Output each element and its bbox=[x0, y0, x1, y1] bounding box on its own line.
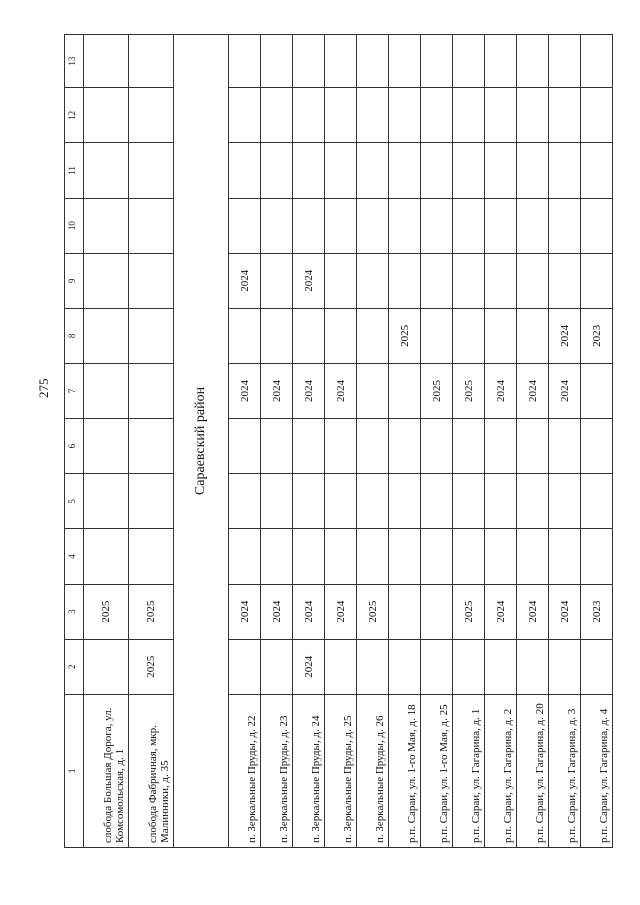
year-cell bbox=[389, 474, 421, 529]
year-cell bbox=[129, 143, 174, 198]
year-cell bbox=[389, 143, 421, 198]
year-cell bbox=[453, 88, 485, 143]
year-cell bbox=[261, 35, 293, 88]
year-cell bbox=[84, 198, 129, 253]
year-cell bbox=[84, 639, 129, 694]
year-cell: 2024 bbox=[229, 363, 261, 418]
year-cell bbox=[129, 88, 174, 143]
year-cell bbox=[129, 198, 174, 253]
year-cell: 2024 bbox=[261, 363, 293, 418]
year-cell bbox=[549, 143, 581, 198]
year-cell bbox=[389, 88, 421, 143]
address-cell: р.п. Сараи, ул. 1-го Мая, д. 25 bbox=[421, 694, 453, 847]
year-cell bbox=[293, 35, 325, 88]
year-cell bbox=[325, 308, 357, 363]
year-cell bbox=[453, 639, 485, 694]
year-cell bbox=[261, 88, 293, 143]
year-cell: 2024 bbox=[517, 363, 549, 418]
year-cell bbox=[293, 529, 325, 584]
address-cell: р.п. Сараи, ул. Гагарина, д. 1 bbox=[453, 694, 485, 847]
year-cell bbox=[389, 419, 421, 474]
column-header: 3 bbox=[65, 584, 84, 639]
year-cell bbox=[549, 35, 581, 88]
year-cell bbox=[389, 584, 421, 639]
address-cell: п. Зеркальные Пруды, д. 24 bbox=[293, 694, 325, 847]
column-header: 12 bbox=[65, 88, 84, 143]
year-cell bbox=[84, 253, 129, 308]
year-cell bbox=[357, 198, 389, 253]
year-cell: 2024 bbox=[293, 363, 325, 418]
year-cell bbox=[229, 143, 261, 198]
year-cell bbox=[293, 474, 325, 529]
year-cell bbox=[389, 529, 421, 584]
address-cell: р.п. Сараи, ул. Гагарина, д. 20 bbox=[517, 694, 549, 847]
year-cell bbox=[485, 35, 517, 88]
year-cell bbox=[325, 143, 357, 198]
year-cell bbox=[84, 363, 129, 418]
table-row bbox=[389, 35, 421, 848]
year-cell: 2024 bbox=[485, 584, 517, 639]
address-cell: п. Зеркальные Пруды, д. 26 bbox=[357, 694, 389, 847]
year-cell bbox=[485, 474, 517, 529]
year-cell bbox=[581, 35, 613, 88]
year-cell bbox=[453, 35, 485, 88]
page-number: 275 bbox=[36, 378, 51, 398]
year-cell bbox=[549, 88, 581, 143]
year-cell bbox=[129, 363, 174, 418]
year-cell bbox=[421, 253, 453, 308]
year-cell bbox=[129, 35, 174, 88]
year-cell bbox=[84, 35, 129, 88]
column-header: 9 bbox=[65, 253, 84, 308]
address-cell: слобода Большая Дорога, ул. Комсомольская, д. 1 bbox=[84, 694, 129, 847]
year-cell bbox=[485, 529, 517, 584]
year-cell bbox=[421, 308, 453, 363]
year-cell bbox=[485, 88, 517, 143]
year-cell bbox=[129, 529, 174, 584]
year-cell bbox=[549, 474, 581, 529]
column-header: 6 bbox=[65, 419, 84, 474]
year-cell bbox=[581, 363, 613, 418]
year-cell: 2023 bbox=[581, 584, 613, 639]
column-header: 13 bbox=[65, 35, 84, 88]
year-cell bbox=[261, 253, 293, 308]
address-cell: р.п. Сараи, ул. 1-го Мая, д. 18 bbox=[389, 694, 421, 847]
year-cell bbox=[581, 419, 613, 474]
address-cell: р.п. Сараи, ул. Гагарина, д. 3 bbox=[549, 694, 581, 847]
year-cell: 2024 bbox=[229, 584, 261, 639]
year-cell bbox=[261, 198, 293, 253]
table-row bbox=[357, 35, 389, 848]
address-cell: п. Зеркальные Пруды, д. 23 bbox=[261, 694, 293, 847]
year-cell bbox=[357, 419, 389, 474]
year-cell: 2024 bbox=[325, 363, 357, 418]
year-cell bbox=[453, 308, 485, 363]
year-cell bbox=[293, 308, 325, 363]
year-cell bbox=[453, 419, 485, 474]
column-header: 10 bbox=[65, 198, 84, 253]
year-cell bbox=[581, 474, 613, 529]
year-cell: 2025 bbox=[129, 639, 174, 694]
year-cell bbox=[325, 253, 357, 308]
year-cell bbox=[453, 529, 485, 584]
year-cell bbox=[517, 308, 549, 363]
year-cell bbox=[389, 253, 421, 308]
year-cell bbox=[325, 419, 357, 474]
year-cell bbox=[357, 639, 389, 694]
year-cell bbox=[517, 253, 549, 308]
year-cell: 2024 bbox=[485, 363, 517, 418]
address-cell: р.п. Сараи, ул. Гагарина, д. 4 bbox=[581, 694, 613, 847]
year-cell bbox=[421, 529, 453, 584]
year-cell bbox=[229, 474, 261, 529]
year-cell bbox=[325, 639, 357, 694]
year-cell: 2024 bbox=[293, 639, 325, 694]
year-cell bbox=[357, 529, 389, 584]
year-cell bbox=[581, 253, 613, 308]
year-cell bbox=[229, 639, 261, 694]
year-cell bbox=[325, 88, 357, 143]
address-cell: п. Зеркальные Пруды, д. 22 bbox=[229, 694, 261, 847]
year-cell bbox=[421, 584, 453, 639]
year-cell: 2024 bbox=[517, 584, 549, 639]
year-cell bbox=[129, 419, 174, 474]
year-cell: 2024 bbox=[549, 308, 581, 363]
year-cell bbox=[357, 253, 389, 308]
year-cell: 2025 bbox=[453, 363, 485, 418]
year-cell bbox=[453, 474, 485, 529]
year-cell bbox=[357, 143, 389, 198]
year-cell bbox=[581, 88, 613, 143]
year-cell bbox=[421, 143, 453, 198]
year-cell bbox=[261, 143, 293, 198]
table-row bbox=[293, 35, 325, 848]
year-cell bbox=[453, 253, 485, 308]
year-cell: 2025 bbox=[357, 584, 389, 639]
table-row bbox=[325, 35, 357, 848]
column-header: 11 bbox=[65, 143, 84, 198]
year-cell bbox=[84, 143, 129, 198]
header-row bbox=[65, 35, 84, 848]
year-cell bbox=[84, 88, 129, 143]
year-cell bbox=[517, 529, 549, 584]
table-row bbox=[261, 35, 293, 848]
year-cell: 2024 bbox=[325, 584, 357, 639]
year-cell bbox=[581, 639, 613, 694]
year-cell bbox=[549, 253, 581, 308]
year-cell: 2025 bbox=[129, 584, 174, 639]
column-header: 8 bbox=[65, 308, 84, 363]
year-cell bbox=[549, 198, 581, 253]
table-row bbox=[453, 35, 485, 848]
year-cell bbox=[357, 88, 389, 143]
year-cell bbox=[229, 35, 261, 88]
year-cell bbox=[229, 88, 261, 143]
year-cell bbox=[389, 35, 421, 88]
rotated-table-container bbox=[64, 34, 610, 848]
year-cell bbox=[261, 639, 293, 694]
address-cell: п. Зеркальные Пруды, д. 25 bbox=[325, 694, 357, 847]
year-cell bbox=[357, 308, 389, 363]
year-cell bbox=[325, 35, 357, 88]
year-cell bbox=[581, 198, 613, 253]
year-cell bbox=[485, 419, 517, 474]
year-cell bbox=[357, 363, 389, 418]
year-cell: 2025 bbox=[389, 308, 421, 363]
year-cell bbox=[229, 419, 261, 474]
year-cell bbox=[325, 198, 357, 253]
year-cell bbox=[261, 419, 293, 474]
year-cell bbox=[581, 529, 613, 584]
year-cell bbox=[517, 35, 549, 88]
table-body bbox=[84, 35, 613, 848]
year-cell bbox=[549, 419, 581, 474]
year-cell bbox=[84, 474, 129, 529]
table-row bbox=[129, 35, 174, 848]
year-cell: 2025 bbox=[421, 363, 453, 418]
district-row bbox=[174, 35, 229, 848]
year-cell bbox=[581, 143, 613, 198]
year-cell bbox=[261, 529, 293, 584]
year-cell bbox=[129, 308, 174, 363]
year-cell bbox=[389, 198, 421, 253]
address-cell: р.п. Сараи, ул. Гагарина, д. 2 bbox=[485, 694, 517, 847]
year-cell: 2024 bbox=[293, 253, 325, 308]
year-cell bbox=[485, 143, 517, 198]
year-cell bbox=[261, 474, 293, 529]
year-cell bbox=[549, 639, 581, 694]
year-cell bbox=[325, 529, 357, 584]
year-cell bbox=[485, 253, 517, 308]
column-header: 7 bbox=[65, 363, 84, 418]
year-cell: 2023 bbox=[581, 308, 613, 363]
year-cell bbox=[389, 639, 421, 694]
year-cell bbox=[517, 639, 549, 694]
year-cell bbox=[421, 88, 453, 143]
table-row bbox=[549, 35, 581, 848]
table-row bbox=[229, 35, 261, 848]
table-row bbox=[485, 35, 517, 848]
column-header: 5 bbox=[65, 474, 84, 529]
year-cell bbox=[517, 474, 549, 529]
year-cell bbox=[517, 88, 549, 143]
year-cell bbox=[517, 419, 549, 474]
year-cell bbox=[293, 419, 325, 474]
year-cell bbox=[84, 529, 129, 584]
table-row bbox=[421, 35, 453, 848]
year-cell bbox=[229, 198, 261, 253]
year-cell: 2025 bbox=[453, 584, 485, 639]
year-cell bbox=[357, 474, 389, 529]
year-cell bbox=[389, 363, 421, 418]
year-cell: 2024 bbox=[261, 584, 293, 639]
year-cell bbox=[485, 198, 517, 253]
year-cell bbox=[84, 308, 129, 363]
year-cell bbox=[453, 198, 485, 253]
column-header: 2 bbox=[65, 639, 84, 694]
year-cell bbox=[357, 35, 389, 88]
district-heading: Сараевский район bbox=[174, 35, 229, 848]
year-cell bbox=[421, 35, 453, 88]
year-cell bbox=[453, 143, 485, 198]
year-cell: 2025 bbox=[84, 584, 129, 639]
year-cell bbox=[421, 474, 453, 529]
schedule-table bbox=[64, 34, 613, 848]
year-cell bbox=[421, 198, 453, 253]
year-cell bbox=[84, 419, 129, 474]
year-cell bbox=[517, 198, 549, 253]
column-header: 4 bbox=[65, 529, 84, 584]
year-cell bbox=[549, 529, 581, 584]
table-row bbox=[84, 35, 129, 848]
table-row bbox=[581, 35, 613, 848]
year-cell bbox=[229, 529, 261, 584]
year-cell bbox=[421, 639, 453, 694]
year-cell: 2024 bbox=[293, 584, 325, 639]
year-cell: 2024 bbox=[549, 584, 581, 639]
year-cell bbox=[229, 308, 261, 363]
year-cell bbox=[325, 474, 357, 529]
column-header: 1 bbox=[65, 694, 84, 847]
address-cell: слобода Фабричная, мкр. Малинники, д. 35 bbox=[129, 694, 174, 847]
year-cell bbox=[293, 88, 325, 143]
year-cell: 2024 bbox=[549, 363, 581, 418]
year-cell bbox=[421, 419, 453, 474]
year-cell bbox=[129, 253, 174, 308]
table-row bbox=[517, 35, 549, 848]
year-cell bbox=[293, 198, 325, 253]
year-cell bbox=[261, 308, 293, 363]
year-cell: 2024 bbox=[229, 253, 261, 308]
year-cell bbox=[517, 143, 549, 198]
year-cell bbox=[485, 639, 517, 694]
year-cell bbox=[129, 474, 174, 529]
year-cell bbox=[485, 308, 517, 363]
year-cell bbox=[293, 143, 325, 198]
